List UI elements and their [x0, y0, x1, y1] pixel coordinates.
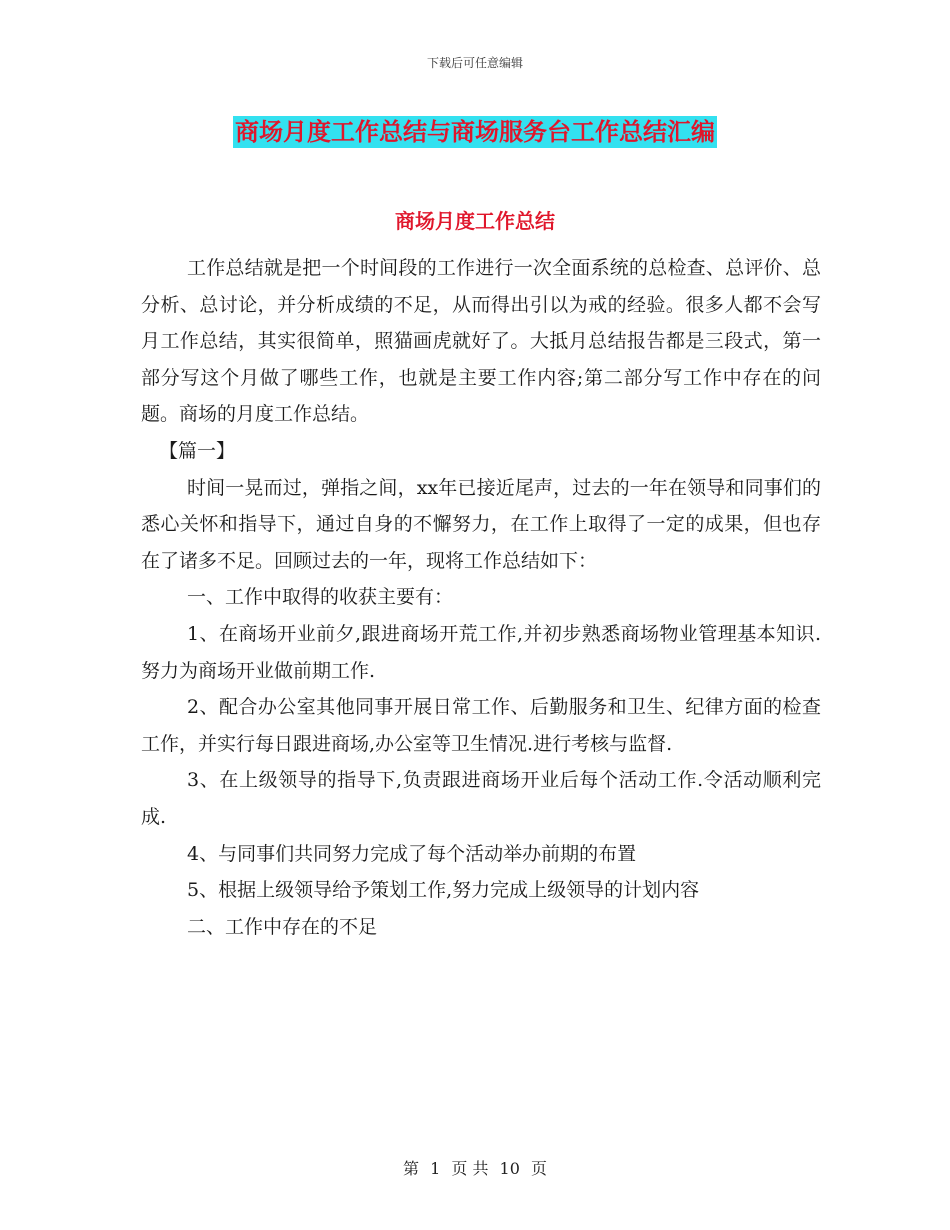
- document-title: [0, 112, 950, 147]
- footer-total-pages: 10: [499, 1159, 520, 1178]
- paragraph-item-4: 4、与同事们共同努力完成了每个活动举办前期的布置: [187, 842, 637, 865]
- header-note: 下载后可任意编辑: [426, 56, 523, 70]
- footer-page-number: 1: [430, 1159, 441, 1178]
- paragraph-heading-shortcomings: 二、工作中存在的不足: [187, 915, 378, 938]
- paragraph-item-1: 1、在商场开业前夕,跟进商场开荒工作,并初步熟悉商场物业管理基本知识.努力为商场开业做前期工作.: [141, 622, 821, 682]
- document-body: [141, 250, 821, 945]
- section-title: 商场月度工作总结: [395, 209, 555, 233]
- paragraph-opening: 时间一晃而过，弹指之间，xx年已接近尾声，过去的一年在领导和同事们的悉心关怀和指导下，通过自身的不懈努力，在工作上取得了一定的成果，但也存在了诸多不足。回顾过去的一年，现将工作总结如下：: [141, 476, 821, 572]
- paragraph-item-2: 2、配合办公室其他同事开展日常工作、后勤服务和卫生、纪律方面的检查工作，并实行每日跟进商场,办公室等卫生情况.进行考核与监督.: [141, 696, 821, 755]
- paragraph-item-3: 3、在上级领导的指导下,负责跟进商场开业后每个活动工作.令活动顺利完成.: [141, 769, 821, 828]
- footer-prefix: 第: [402, 1159, 419, 1178]
- footer-mid: 页 共: [451, 1159, 489, 1178]
- paragraph-heading-gains: 一、工作中取得的收获主要有：: [187, 586, 454, 609]
- paragraph-item-5: 5、根据上级领导给予策划工作,努力完成上级领导的计划内容: [187, 879, 700, 902]
- paragraph-intro: 工作总结就是把一个时间段的工作进行一次全面系统的总检查、总评价、总分析、总讨论，并分析成绩的不足，从而得出引以为戒的经验。很多人都不会写月工作总结，其实很简单，照猫画虎就好了。大抵月总结报告都是三段式，第一部分写这个月做了哪些工作，也就是主要工作内容;第二部分写工作中存在的问题。商场的月度工作总结。: [141, 257, 821, 426]
- document-title-text: 商场月度工作总结与商场服务台工作总结汇编: [235, 118, 715, 146]
- paragraph-part-label: 【篇一】: [159, 439, 236, 462]
- footer-suffix: 页: [531, 1159, 548, 1178]
- page-footer: [0, 1156, 950, 1179]
